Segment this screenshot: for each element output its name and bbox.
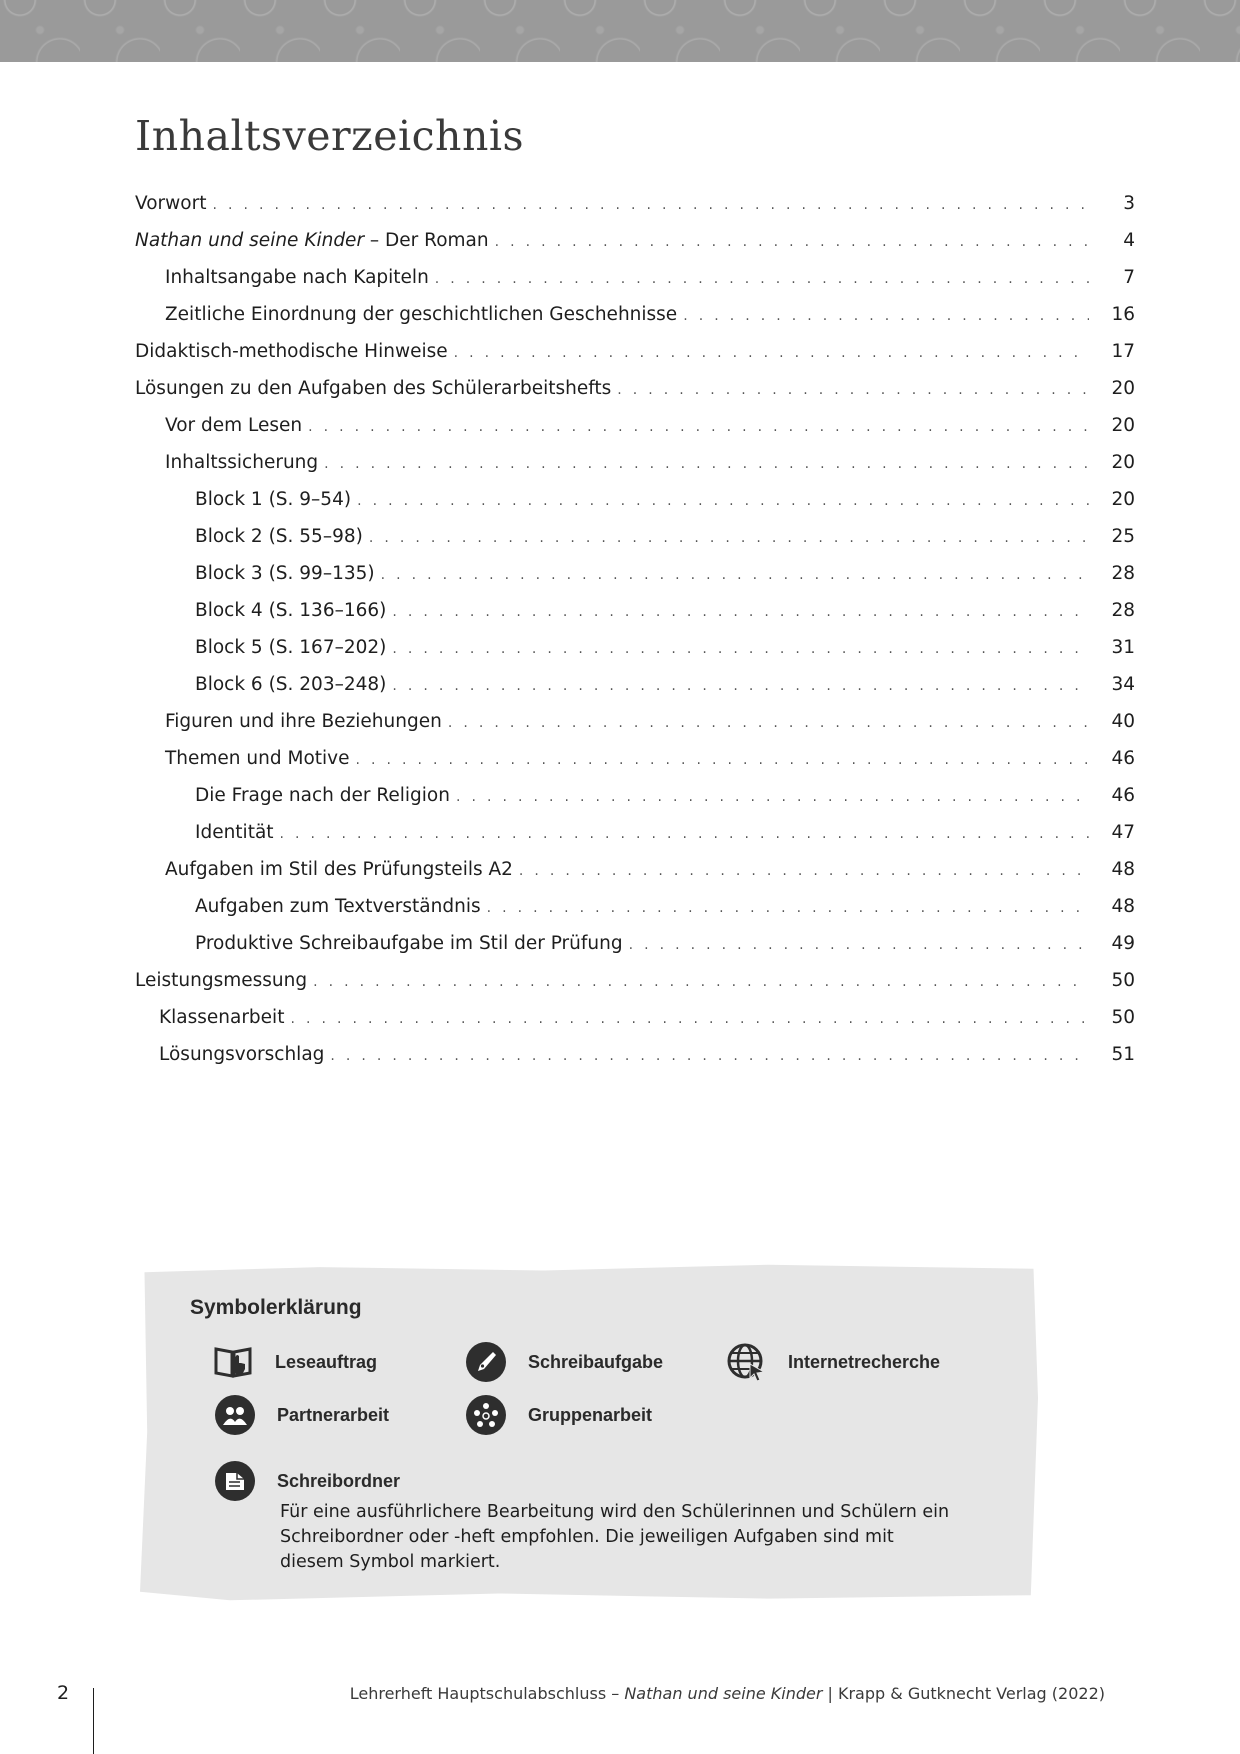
- toc-dot-leader: [448, 715, 1089, 731]
- legend-item-partnerarbeit: [215, 1395, 389, 1435]
- toc-entry-title: [165, 304, 677, 325]
- toc-entry-page: 7: [1123, 267, 1135, 288]
- toc-entry-title-text: Block 6 (S. 203–248): [195, 674, 387, 695]
- toc-entry-title-text: Inhaltssicherung: [165, 452, 319, 473]
- toc-dot-leader: [392, 641, 1089, 657]
- toc-dot-leader: [356, 752, 1090, 768]
- toc-dot-leader: [381, 567, 1089, 583]
- toc-entry-title-text: Figuren und ihre Beziehungen: [165, 711, 442, 732]
- toc-entry-title: [159, 1007, 284, 1028]
- toc-entry: [135, 859, 1135, 896]
- toc-entry-page: 28: [1111, 600, 1135, 621]
- toc-entry-title-text: – Der Roman: [364, 230, 489, 251]
- toc-entry-page: 47: [1111, 822, 1135, 843]
- toc-entry-title: [195, 785, 450, 806]
- toc-entry-title: [165, 415, 302, 436]
- toc-dot-leader: [280, 826, 1089, 842]
- toc-entry-title: [165, 748, 350, 769]
- toc-entry-page: 25: [1111, 526, 1135, 547]
- footer-prefix: Lehrerheft Hauptschulabschluss –: [349, 1684, 625, 1703]
- decorative-top-banner: [0, 0, 1240, 62]
- toc-entry-page: 16: [1111, 304, 1135, 325]
- toc-dot-leader: [683, 308, 1089, 324]
- toc-entry: [135, 415, 1135, 452]
- toc-entry-page: 49: [1111, 933, 1135, 954]
- toc-entry-title: [135, 970, 307, 991]
- toc-entry-title-text: Zeitliche Einordnung der geschichtlichen Geschehnisse: [165, 304, 678, 325]
- legend-heading: Symbolerklärung: [190, 1296, 362, 1319]
- toc-entry: [135, 970, 1135, 1007]
- toc-entry: [135, 563, 1135, 600]
- toc-dot-leader: [313, 974, 1089, 990]
- toc-entry-page: 34: [1111, 674, 1135, 695]
- toc-entry-title: [195, 674, 386, 695]
- toc-dot-leader: [617, 382, 1089, 398]
- toc-dot-leader: [454, 345, 1089, 361]
- toc-entry: [135, 896, 1135, 933]
- legend-label-schreibordner: Schreibordner: [277, 1470, 401, 1491]
- toc-entry-title-text: Produktive Schreibaufgabe im Stil der Prüfung: [195, 933, 623, 954]
- toc-entry-title: [165, 452, 318, 473]
- toc-entry-title-text: Vor dem Lesen: [165, 415, 303, 436]
- toc-entry: [135, 748, 1135, 785]
- toc-entry-title: [135, 230, 489, 251]
- toc-entry-title: [195, 822, 274, 843]
- toc-dot-leader: [392, 678, 1089, 694]
- toc-dot-leader: [435, 271, 1089, 287]
- toc-entry-title-text: Didaktisch-methodische Hinweise: [135, 341, 448, 362]
- toc-entry: [135, 526, 1135, 563]
- toc-entry-title: [195, 563, 375, 584]
- toc-entry: [135, 637, 1135, 674]
- toc-entry-title-text: Die Frage nach der Religion: [195, 785, 450, 806]
- toc-entry-page: 51: [1111, 1044, 1135, 1065]
- toc-entry-page: 20: [1111, 489, 1135, 510]
- footer-book-title: Nathan und seine Kinder: [624, 1684, 823, 1703]
- toc-dot-leader: [212, 197, 1089, 213]
- toc-entry-title: [195, 489, 351, 510]
- toc-entry: [135, 452, 1135, 489]
- toc-entry-title-text: Aufgaben im Stil des Prüfungsteils A2: [165, 859, 513, 880]
- toc-entry-title-text: Aufgaben zum Textverständnis: [195, 896, 481, 917]
- toc-entry-page: 40: [1111, 711, 1135, 732]
- footer-divider: [93, 1688, 94, 1754]
- toc-entry-title-text: Lösungen zu den Aufgaben des Schülerarbeitshefts: [135, 378, 612, 399]
- legend-label-internetrecherche: Internetrecherche: [788, 1351, 941, 1372]
- toc-entry-page: 48: [1111, 859, 1135, 880]
- toc-entry-page: 3: [1123, 193, 1135, 214]
- toc-entry-title-text: Lösungsvorschlag: [159, 1044, 325, 1065]
- toc-entry: [135, 341, 1135, 378]
- toc-entry-title: [159, 1044, 324, 1065]
- toc-entry: [135, 378, 1135, 415]
- toc-entry-page: 4: [1123, 230, 1135, 251]
- toc-entry-page: 50: [1111, 970, 1135, 991]
- toc-entry-page: 46: [1111, 785, 1135, 806]
- toc-entry-page: 46: [1111, 748, 1135, 769]
- footer-suffix: | Krapp & Gutknecht Verlag (2022): [822, 1684, 1105, 1703]
- toc-entry-title: [165, 859, 513, 880]
- toc-entry-title-italic: Nathan und seine Kinder: [135, 230, 365, 251]
- legend-item-internetrecherche: [726, 1342, 940, 1382]
- book-hand-icon: [213, 1342, 253, 1382]
- legend-label-schreibaufgabe: Schreibaufgabe: [528, 1351, 664, 1372]
- toc-entry-title: [135, 378, 611, 399]
- legend-item-schreibordner: [215, 1461, 400, 1501]
- legend-label-leseauftrag: Leseauftrag: [275, 1351, 378, 1372]
- toc-entry-title-text: Block 1 (S. 9–54): [195, 489, 352, 510]
- two-people-icon: [215, 1395, 255, 1435]
- toc-entry-title: [195, 896, 481, 917]
- toc-entry-title: [135, 341, 448, 362]
- table-of-contents: [135, 193, 1135, 1081]
- toc-dot-leader: [629, 937, 1089, 953]
- legend-item-gruppenarbeit: [466, 1395, 652, 1435]
- toc-entry-title: [195, 933, 623, 954]
- toc-dot-leader: [487, 900, 1089, 916]
- toc-entry: [135, 600, 1135, 637]
- toc-dot-leader: [456, 789, 1089, 805]
- toc-dot-leader: [324, 456, 1089, 472]
- toc-dot-leader: [308, 419, 1089, 435]
- toc-entry-page: 20: [1111, 378, 1135, 399]
- toc-entry: [135, 1007, 1135, 1044]
- toc-entry-title-text: Leistungsmessung: [135, 970, 308, 991]
- toc-entry: [135, 267, 1135, 304]
- group-people-icon: [466, 1395, 506, 1435]
- toc-dot-leader: [357, 493, 1089, 509]
- toc-entry-page: 20: [1111, 415, 1135, 436]
- toc-entry-title-text: Identität: [195, 822, 274, 843]
- toc-entry-title: [195, 637, 386, 658]
- toc-entry-title-text: Block 3 (S. 99–135): [195, 563, 375, 584]
- toc-dot-leader: [519, 863, 1089, 879]
- toc-entry: [135, 1044, 1135, 1081]
- toc-entry-title: [195, 600, 386, 621]
- toc-dot-leader: [330, 1048, 1089, 1064]
- toc-entry-page: 31: [1111, 637, 1135, 658]
- page-number: 2: [57, 1682, 70, 1704]
- toc-entry-title-text: Block 4 (S. 136–166): [195, 600, 387, 621]
- footer-citation: [350, 1684, 1105, 1703]
- toc-entry-title-text: Themen und Motive: [165, 748, 350, 769]
- toc-entry-title-text: Block 2 (S. 55–98): [195, 526, 363, 547]
- page-title: Inhaltsverzeichnis: [135, 112, 525, 160]
- toc-entry-title: [165, 711, 442, 732]
- pen-nib-icon: [466, 1342, 506, 1382]
- toc-entry-title-text: Klassenarbeit: [159, 1007, 285, 1028]
- schreibordner-description: Für eine ausführlichere Bearbeitung wird den Schülerinnen und Schülern ein Schreibordner oder -heft empfohlen. Die jeweiligen Aufgaben sind mit diesem Symbol markiert.: [280, 1502, 950, 1572]
- folder-icon: [215, 1461, 255, 1501]
- toc-entry: [135, 674, 1135, 711]
- toc-entry-title-text: Inhaltsangabe nach Kapiteln: [165, 267, 429, 288]
- toc-entry-page: 20: [1111, 452, 1135, 473]
- toc-dot-leader: [495, 234, 1089, 250]
- legend-label-partnerarbeit: Partnerarbeit: [277, 1404, 390, 1425]
- legend-item-leseauftrag: [213, 1342, 377, 1382]
- toc-entry: [135, 822, 1135, 859]
- toc-entry-title: [165, 267, 429, 288]
- toc-entry-title: [135, 193, 206, 214]
- toc-entry: [135, 230, 1135, 267]
- toc-entry-title-text: Vorwort: [135, 193, 207, 214]
- toc-dot-leader: [290, 1011, 1089, 1027]
- toc-dot-leader: [392, 604, 1089, 620]
- legend-label-gruppenarbeit: Gruppenarbeit: [528, 1404, 653, 1425]
- toc-entry: [135, 304, 1135, 341]
- legend-item-schreibaufgabe: [466, 1342, 663, 1382]
- toc-entry-title-text: Block 5 (S. 167–202): [195, 637, 387, 658]
- toc-entry: [135, 193, 1135, 230]
- toc-entry-page: 17: [1111, 341, 1135, 362]
- toc-entry-page: 28: [1111, 563, 1135, 584]
- toc-dot-leader: [369, 530, 1089, 546]
- toc-entry-title: [195, 526, 363, 547]
- toc-entry: [135, 933, 1135, 970]
- toc-entry: [135, 489, 1135, 526]
- toc-entry: [135, 711, 1135, 748]
- toc-entry-page: 50: [1111, 1007, 1135, 1028]
- toc-entry: [135, 785, 1135, 822]
- toc-entry-page: 48: [1111, 896, 1135, 917]
- globe-cursor-icon: [726, 1342, 766, 1382]
